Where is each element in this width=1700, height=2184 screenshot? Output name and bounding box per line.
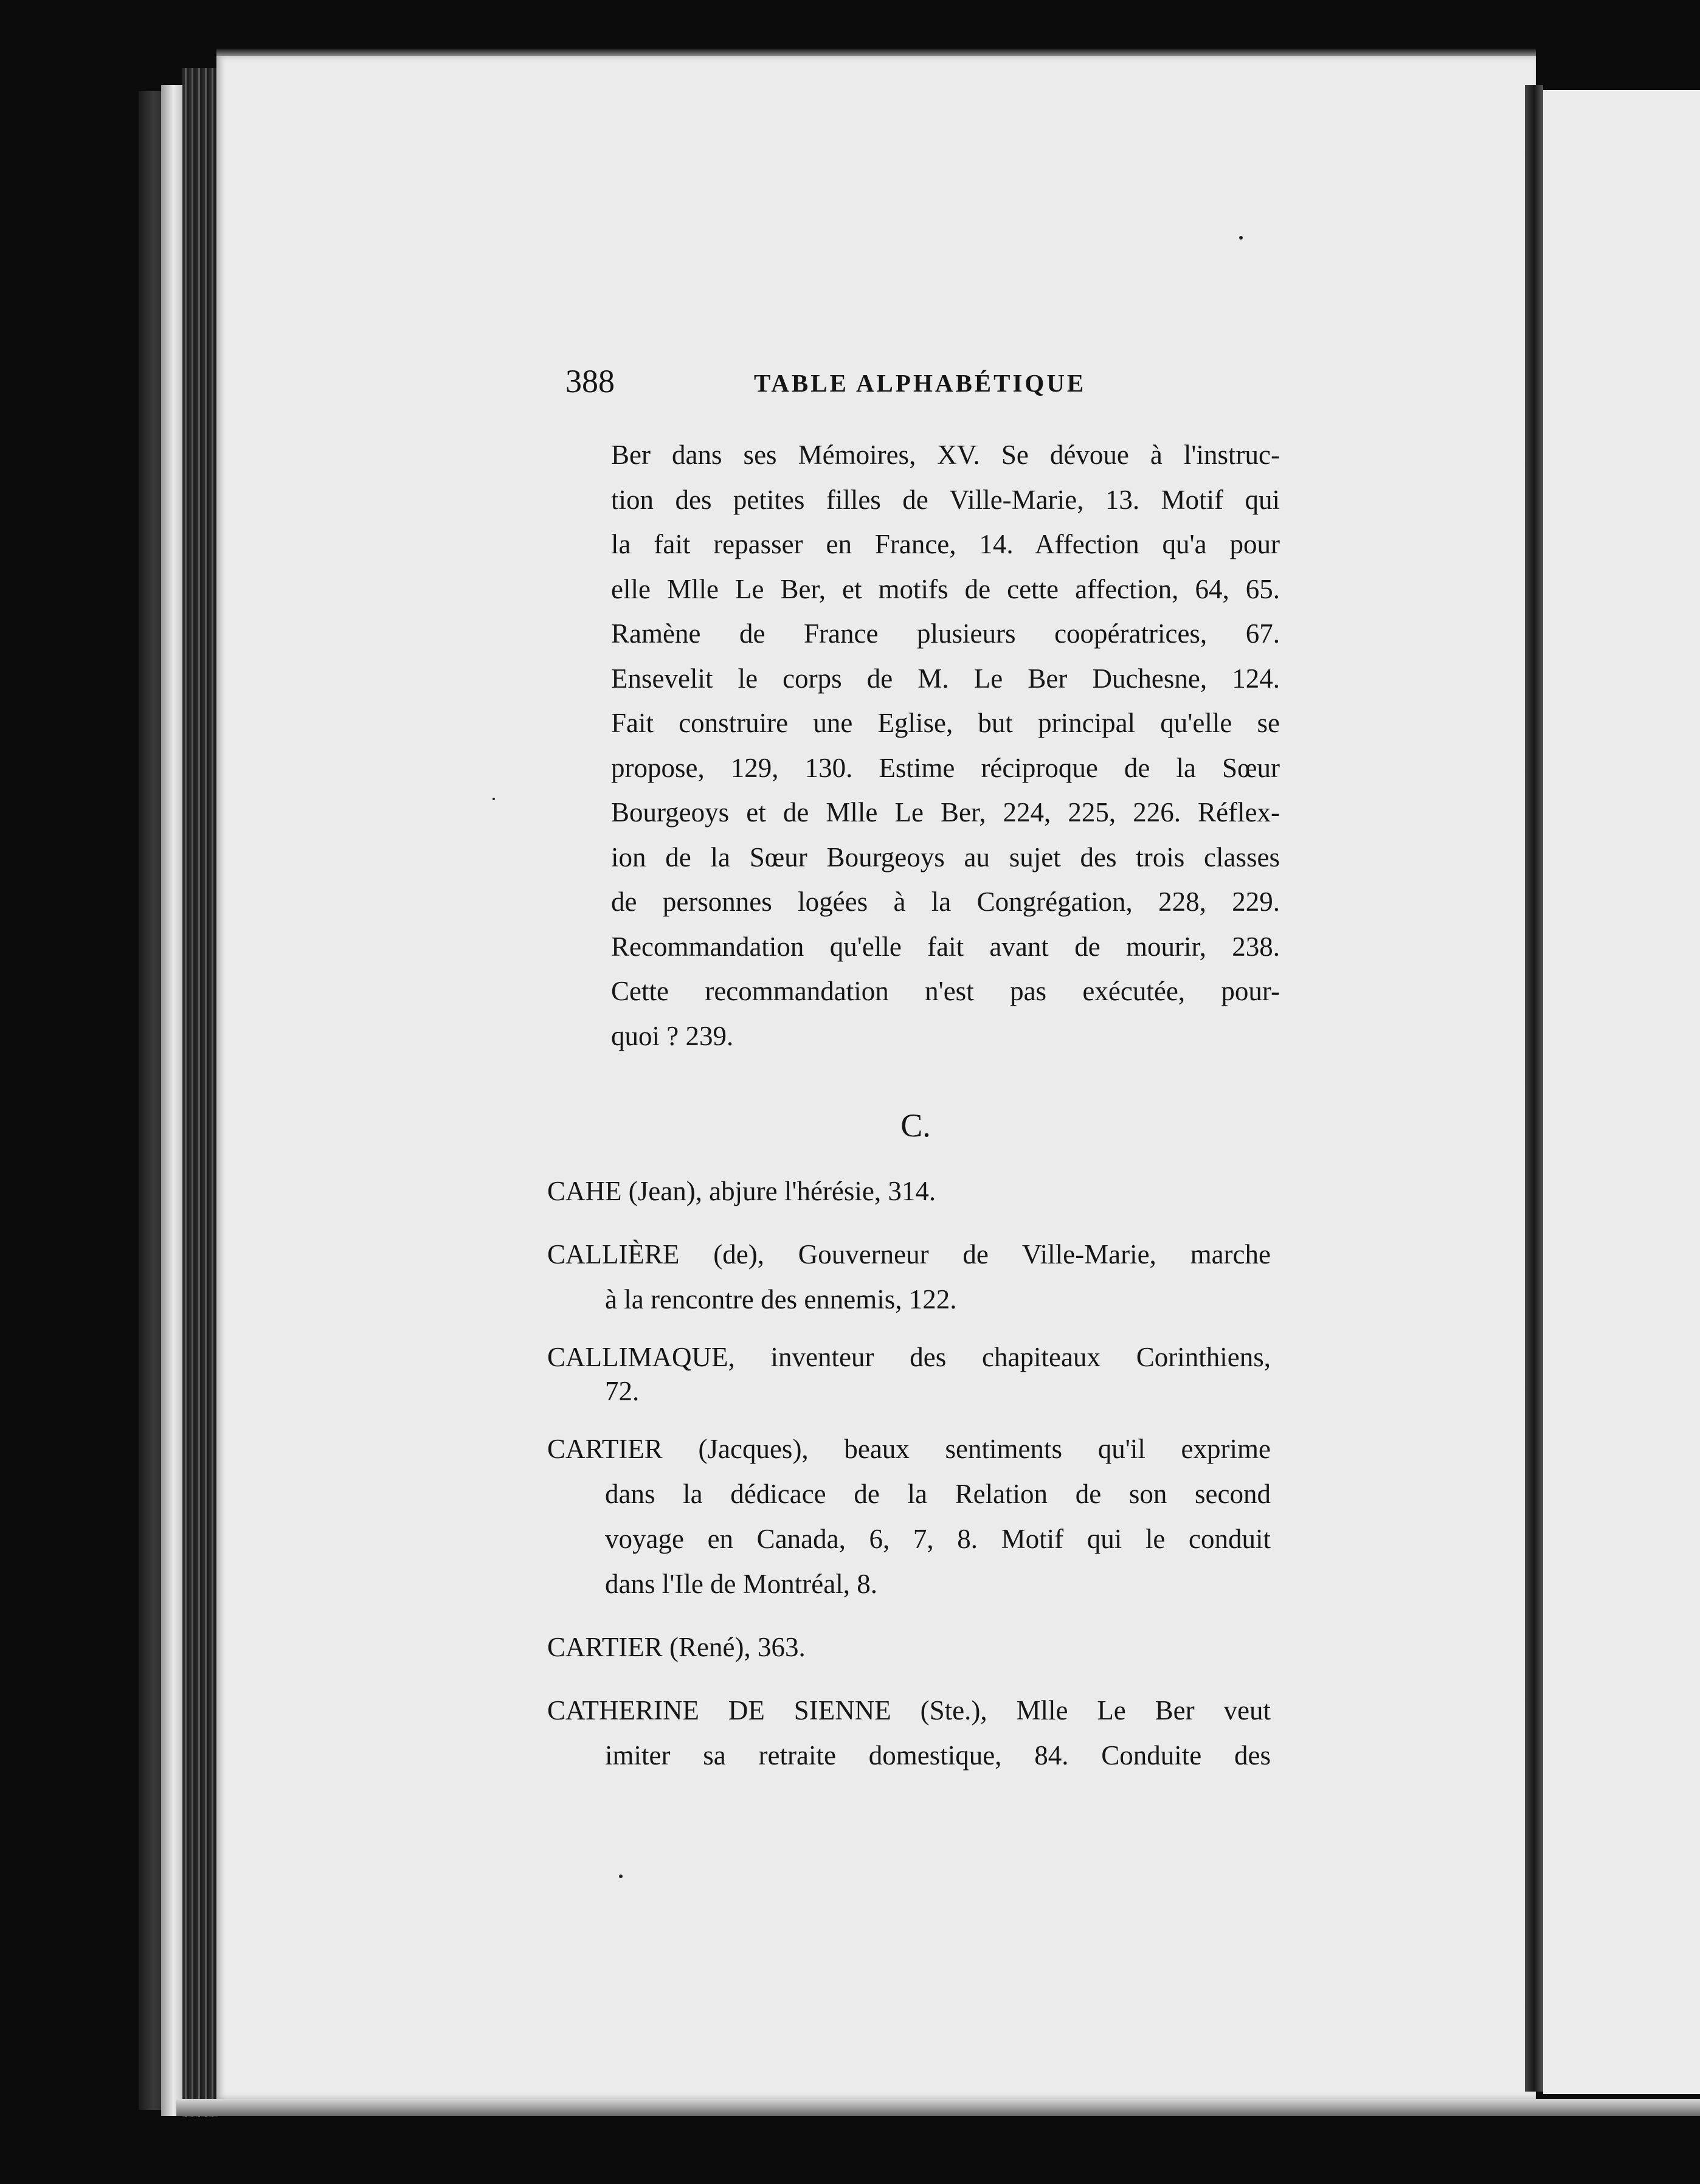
index-entry (547, 1688, 1271, 1778)
index-entry (547, 1232, 1271, 1322)
text-line: Recommandation qu'elle fait avant de mourir, 238. (611, 931, 1280, 962)
book-gutter (1525, 85, 1543, 2092)
text-line: tion des petites filles de Ville-Marie, 13. Motif qui (611, 484, 1280, 515)
entry-line: CARTIER (Jacques), beaux sentiments qu'il exprime (547, 1434, 1271, 1464)
running-title: TABLE ALPHABÉTIQUE (754, 369, 1087, 397)
text-line: Fait construire une Eglise, but principal qu'elle se (611, 708, 1280, 738)
text-line: ion de la Sœur Bourgeoys au sujet des trois classes (611, 841, 1280, 873)
paper-speck (619, 1875, 623, 1878)
entry-line: CAHE (Jean), abjure l'hérésie, 314. (547, 1176, 936, 1206)
page-header (565, 362, 1265, 411)
index-entry (547, 1426, 1271, 1606)
page-stack-edge (182, 68, 218, 2117)
facing-page-edge (1543, 90, 1700, 2094)
text-line: propose, 129, 130. Estime réciproque de la Sœur (611, 752, 1280, 783)
index-entries (547, 1169, 1271, 1796)
entry-line: voyage en Canada, 6, 7, 8. Motif qui le conduit (605, 1524, 1271, 1554)
entry-line: imiter sa retraite domestique, 84. Conduite des (605, 1740, 1271, 1771)
text-line: Ramène de France plusieurs coopératrices, 67. (611, 618, 1280, 649)
text-line: de personnes logées à la Congrégation, 228, 229. (611, 886, 1280, 917)
text-line: Ensevelit le corps de M. Le Ber Duchesne, 124. (611, 663, 1280, 694)
entry-line: CALLIÈRE (de), Gouverneur de Ville-Marie, marche (547, 1239, 1271, 1270)
entry-line: dans la dédicace de la Relation de son second (605, 1479, 1271, 1509)
section-letter: C. (900, 1107, 931, 1144)
text-line: la fait repasser en France, 14. Affection qu'a pour (611, 529, 1280, 559)
text-line: quoi ? 239. (611, 1020, 734, 1051)
entry-line: 72. (605, 1376, 640, 1406)
text-line: Ber dans ses Mémoires, XV. Se dévoue à l'instruc- (611, 440, 1280, 470)
paper-speck (1239, 236, 1243, 240)
text-line: elle Mlle Le Ber, et motifs de cette affection, 64, 65. (611, 573, 1280, 604)
book-edge-highlight (161, 85, 185, 2116)
index-entry (547, 1340, 1271, 1408)
entry-line: CALLIMAQUE, inventeur des chapiteaux Corinthiens, (547, 1342, 1271, 1372)
entry-line: à la rencontre des ennemis, 122. (605, 1284, 957, 1315)
entry-line: dans l'Ile de Montréal, 8. (605, 1569, 877, 1599)
text-line: Bourgeoys et de Mlle Le Ber, 224, 225, 226. Réflex- (611, 797, 1280, 828)
text-line: Cette recommandation n'est pas exécutée, pour- (611, 976, 1280, 1006)
page-bottom-edge (176, 2099, 1700, 2116)
index-entry (547, 1169, 1271, 1214)
entry-line: CATHERINE DE SIENNE (Ste.), Mlle Le Ber veut (547, 1695, 1271, 1726)
paper-speck (492, 798, 495, 800)
section-letter-heading (0, 1107, 1700, 1144)
continuation-paragraph (611, 433, 1280, 1059)
entry-line: CARTIER (René), 363. (547, 1632, 806, 1662)
index-entry (547, 1625, 1271, 1670)
page-number: 388 (565, 363, 615, 399)
